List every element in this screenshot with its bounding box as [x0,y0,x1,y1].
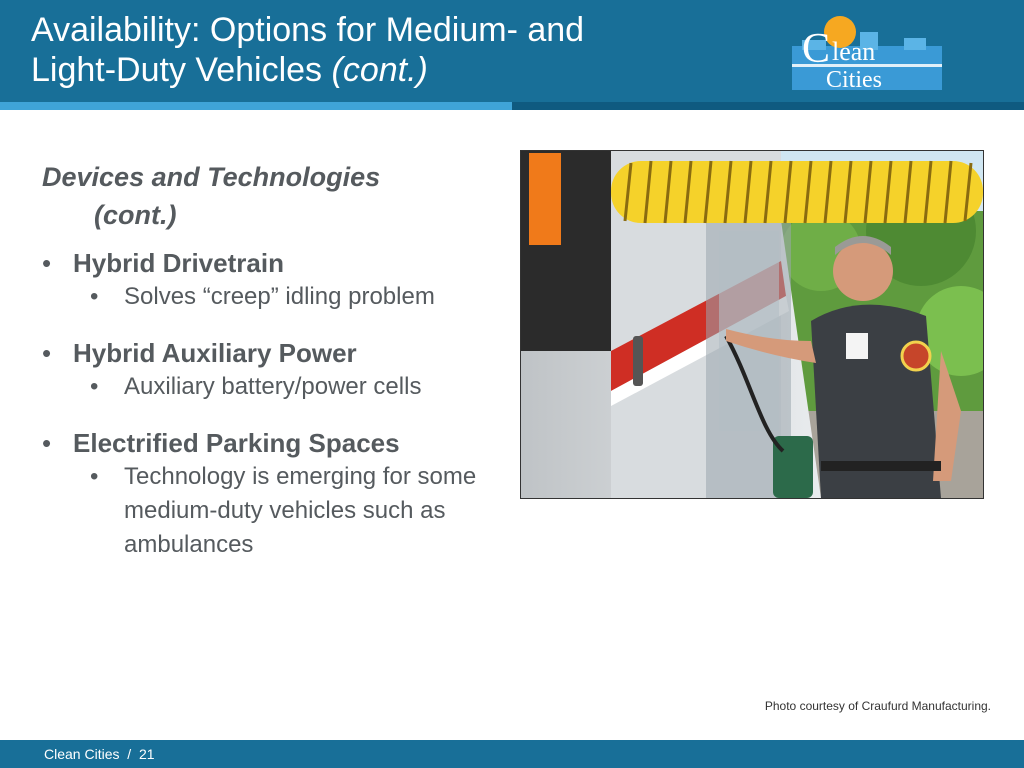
bullet-marker: • [42,248,52,278]
header-stripe-accent [0,102,512,110]
bullet-item [42,336,502,370]
section-heading-line-1: Devices and Technologies [42,162,381,192]
title-line-1: Availability: Options for Medium- and [31,11,585,49]
section-heading [42,158,502,234]
page-number: 21 [138,746,155,762]
logo-letter: C [802,26,831,72]
bullet-marker: • [42,428,52,458]
bullet-label: Electrified Parking Spaces [73,428,400,458]
ambulance-photo [520,150,984,499]
bullet-group [42,426,502,562]
slide-title [31,10,584,90]
footer-org: Clean Cities [44,746,120,762]
sub-bullet-text: Auxiliary battery/power cells [124,373,422,400]
photo-credit: Photo courtesy of Craufurd Manufacturing. [764,699,991,713]
sub-bullet-item [90,370,502,404]
bullet-marker: • [42,338,52,368]
footer-separator: / [127,746,132,762]
section-heading-line-2: (cont.) [94,200,177,230]
slide-footer [0,740,1024,768]
clean-cities-logo [788,10,944,96]
bullet-item [42,426,502,460]
footer-text [44,746,155,762]
bullet-label: Hybrid Drivetrain [73,248,284,278]
title-line-2-italic: (cont.) [331,51,428,89]
sub-bullet-item [90,280,502,314]
logo-word-1: lean [832,37,876,66]
bullet-group [42,336,502,404]
sub-bullet-marker: • [90,283,99,310]
title-line-2-main: Light-Duty Vehicles [31,51,332,89]
bullet-label: Hybrid Auxiliary Power [73,338,357,368]
slide-body [42,158,502,584]
bullet-group [42,246,502,314]
sub-bullet-marker: • [90,463,99,490]
title-line-2 [31,51,428,89]
logo-word-2: Cities [826,67,883,93]
sub-bullet-text: Solves “creep” idling problem [124,283,435,310]
sub-bullet-text: Technology is emerging for some medium-duty vehicles such as ambulances [124,463,477,558]
sub-bullet-item [90,460,502,562]
bullet-item [42,246,502,280]
sub-bullet-marker: • [90,373,99,400]
ambulance-photo-illustration [521,151,983,498]
